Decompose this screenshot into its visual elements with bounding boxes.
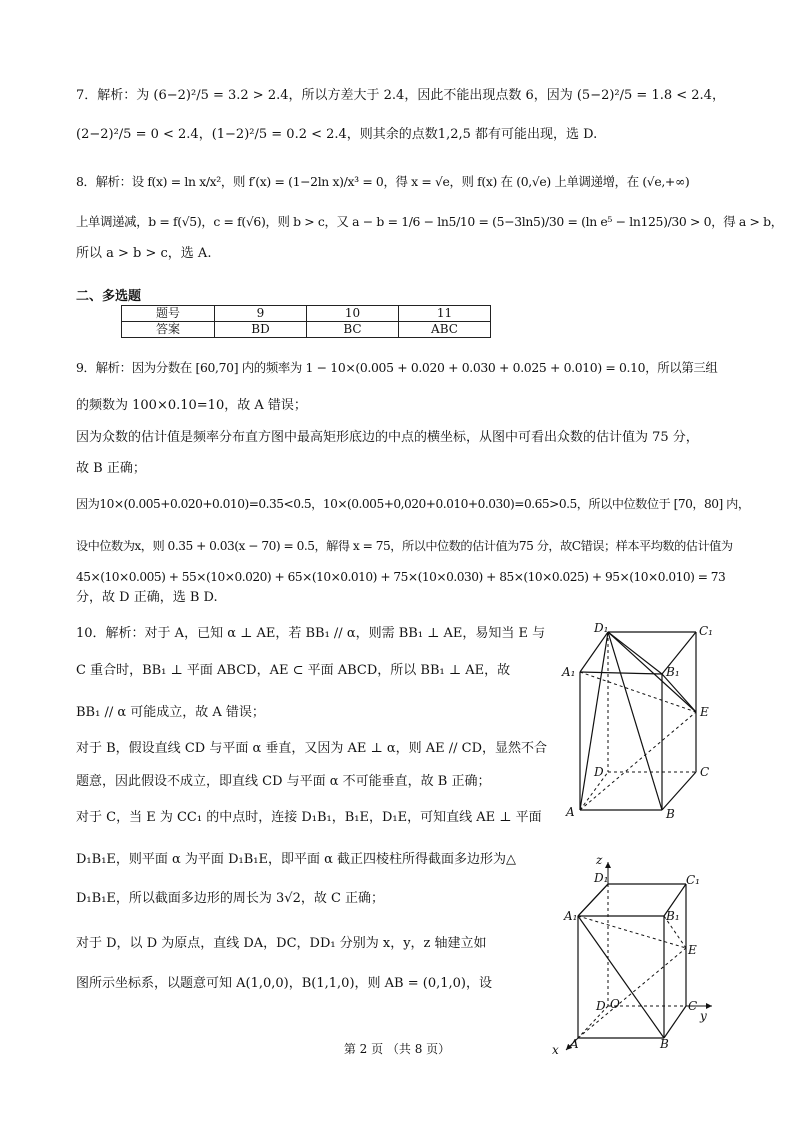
table-row-label: 答案 <box>122 322 215 338</box>
text-line: 图所示坐标系，以题意可知 A(1,0,0)，B(1,1,0)，则 AB = (0,1,0)，设 <box>76 976 492 991</box>
vertex-label: B <box>666 807 675 821</box>
table-cell: ABC <box>399 322 491 338</box>
table-cell: 10 <box>307 306 399 322</box>
table-header-label: 题号 <box>122 306 215 322</box>
vertex-label: D <box>594 765 604 779</box>
text-line: 的频数为 100×0.10=10，故 A 错误； <box>76 398 307 413</box>
axis-label: y <box>700 1009 707 1023</box>
vertex-label: B₁ <box>666 665 680 679</box>
vertex-label: B <box>660 1037 669 1051</box>
vertex-label: C₁ <box>699 624 713 638</box>
vertex-label: D₁ <box>594 871 609 885</box>
text-line: 9．解析：因为分数在 [60,70] 内的频率为 1 − 10×(0.005 + 0.020 + 0.030 + 0.025 + 0.010) = 0.10，所以第三组 <box>76 360 718 375</box>
table-cell: BC <box>307 322 399 338</box>
vertex-label: A <box>566 805 575 819</box>
text-line: 因为众数的估计值是频率分布直方图中最高矩形底边的中点的横坐标，从图中可看出众数的估计值为 75 分， <box>76 430 699 445</box>
text-line: 上单调递减，b = f(√5)，c = f(√6)，则 b > c，又 a − b = 1/6 − ln5/10 = (5−3ln5)/30 = (ln e⁵ − ln125)/30 > 0，得 a > b， <box>76 214 783 229</box>
text-line: D₁B₁E，所以截面多边形的周长为 3√2，故 C 正确； <box>76 891 385 906</box>
text-line: 45×(10×0.005) + 55×(10×0.020) + 65×(10×0.010) + 75×(10×0.030) + 85×(10×0.025) + 95×(10×0.010) = 73 <box>76 570 726 584</box>
vertex-label: A <box>570 1037 579 1051</box>
table-cell: 11 <box>399 306 491 322</box>
page-footer: 第 2 页 （共 8 页） <box>343 1042 451 1056</box>
text-line: 所以 a > b > c，选 A. <box>76 246 212 261</box>
vertex-label: D₁ <box>594 621 609 635</box>
text-line: 10．解析：对于 A，已知 α ⊥ AE，若 BB₁ // α，则需 BB₁ ⊥ AE，易知当 E 与 <box>76 626 546 641</box>
vertex-label: C₁ <box>686 873 700 887</box>
table-cell: 9 <box>215 306 307 322</box>
text-line: (2−2)²/5 = 0 < 2.4，(1−2)²/5 = 0.2 < 2.4，则其余的点数1,2,5 都有可能出现，选 D. <box>76 127 598 142</box>
text-line: 设中位数为x，则 0.35 + 0.03(x − 70) = 0.5，解得 x = 75，所以中位数的估计值为75 分，故C错误；样本平均数的估计值为 <box>76 539 733 553</box>
text-line: 对于 C，当 E 为 CC₁ 的中点时，连接 D₁B₁，B₁E，D₁E，可知直线 AE ⊥ 平面 <box>76 810 542 825</box>
text-line: 故 B 正确； <box>76 461 146 476</box>
vertex-label: A₁ <box>564 909 578 923</box>
prism-figure-2 <box>548 848 738 1060</box>
origin-label: O <box>610 997 620 1011</box>
vertex-label: E <box>700 705 709 719</box>
vertex-label: D <box>596 999 606 1013</box>
text-line: 分，故 D 正确，选 B D. <box>76 590 218 605</box>
text-line: 7．解析：为 (6−2)²/5 = 3.2 > 2.4，所以方差大于 2.4，因此不能出现点数 6，因为 (5−2)²/5 = 1.8 < 2.4， <box>76 88 725 103</box>
vertex-label: A₁ <box>562 665 576 679</box>
vertex-label: C <box>700 765 710 779</box>
prism-figure-1 <box>560 618 730 828</box>
text-line: BB₁ // α 可能成立，故 A 错误； <box>76 705 265 720</box>
text-line: D₁B₁E，则平面 α 为平面 D₁B₁E，即平面 α 截正四棱柱所得截面多边形为△ <box>76 852 516 867</box>
text-line: C 重合时，BB₁ ⊥ 平面 ABCD，AE ⊂ 平面 ABCD，所以 BB₁ ⊥ AE，故 <box>76 663 511 678</box>
vertex-label: C <box>688 999 698 1013</box>
text-line: 8．解析：设 f(x) = ln x/x²，则 f′(x) = (1−2ln x)/x³ = 0，得 x = √e，则 f(x) 在 (0,√e) 上单调递增，在 (√e,+∞) <box>76 174 690 189</box>
vertex-label: E <box>688 943 697 957</box>
answer-table <box>121 305 491 338</box>
text-line: 因为10×(0.005+0.020+0.010)=0.35<0.5，10×(0.005+0,020+0.010+0.030)=0.65>0.5，所以中位数位于 [70，80] 内， <box>76 497 750 511</box>
axis-label: z <box>596 853 603 867</box>
text-line: 对于 B，假设直线 CD 与平面 α 垂直，又因为 AE ⊥ α，则 AE // CD，显然不合 <box>76 741 548 756</box>
text-line: 题意，因此假设不成立，即直线 CD 与平面 α 不可能垂直，故 B 正确； <box>76 774 491 789</box>
table-cell: BD <box>215 322 307 338</box>
section-title: 二、多选题 <box>76 289 142 304</box>
text-line: 对于 D，以 D 为原点，直线 DA，DC，DD₁ 分别为 x，y，z 轴建立如 <box>76 936 487 951</box>
vertex-label: B₁ <box>666 909 680 923</box>
axis-label: x <box>552 1043 559 1057</box>
